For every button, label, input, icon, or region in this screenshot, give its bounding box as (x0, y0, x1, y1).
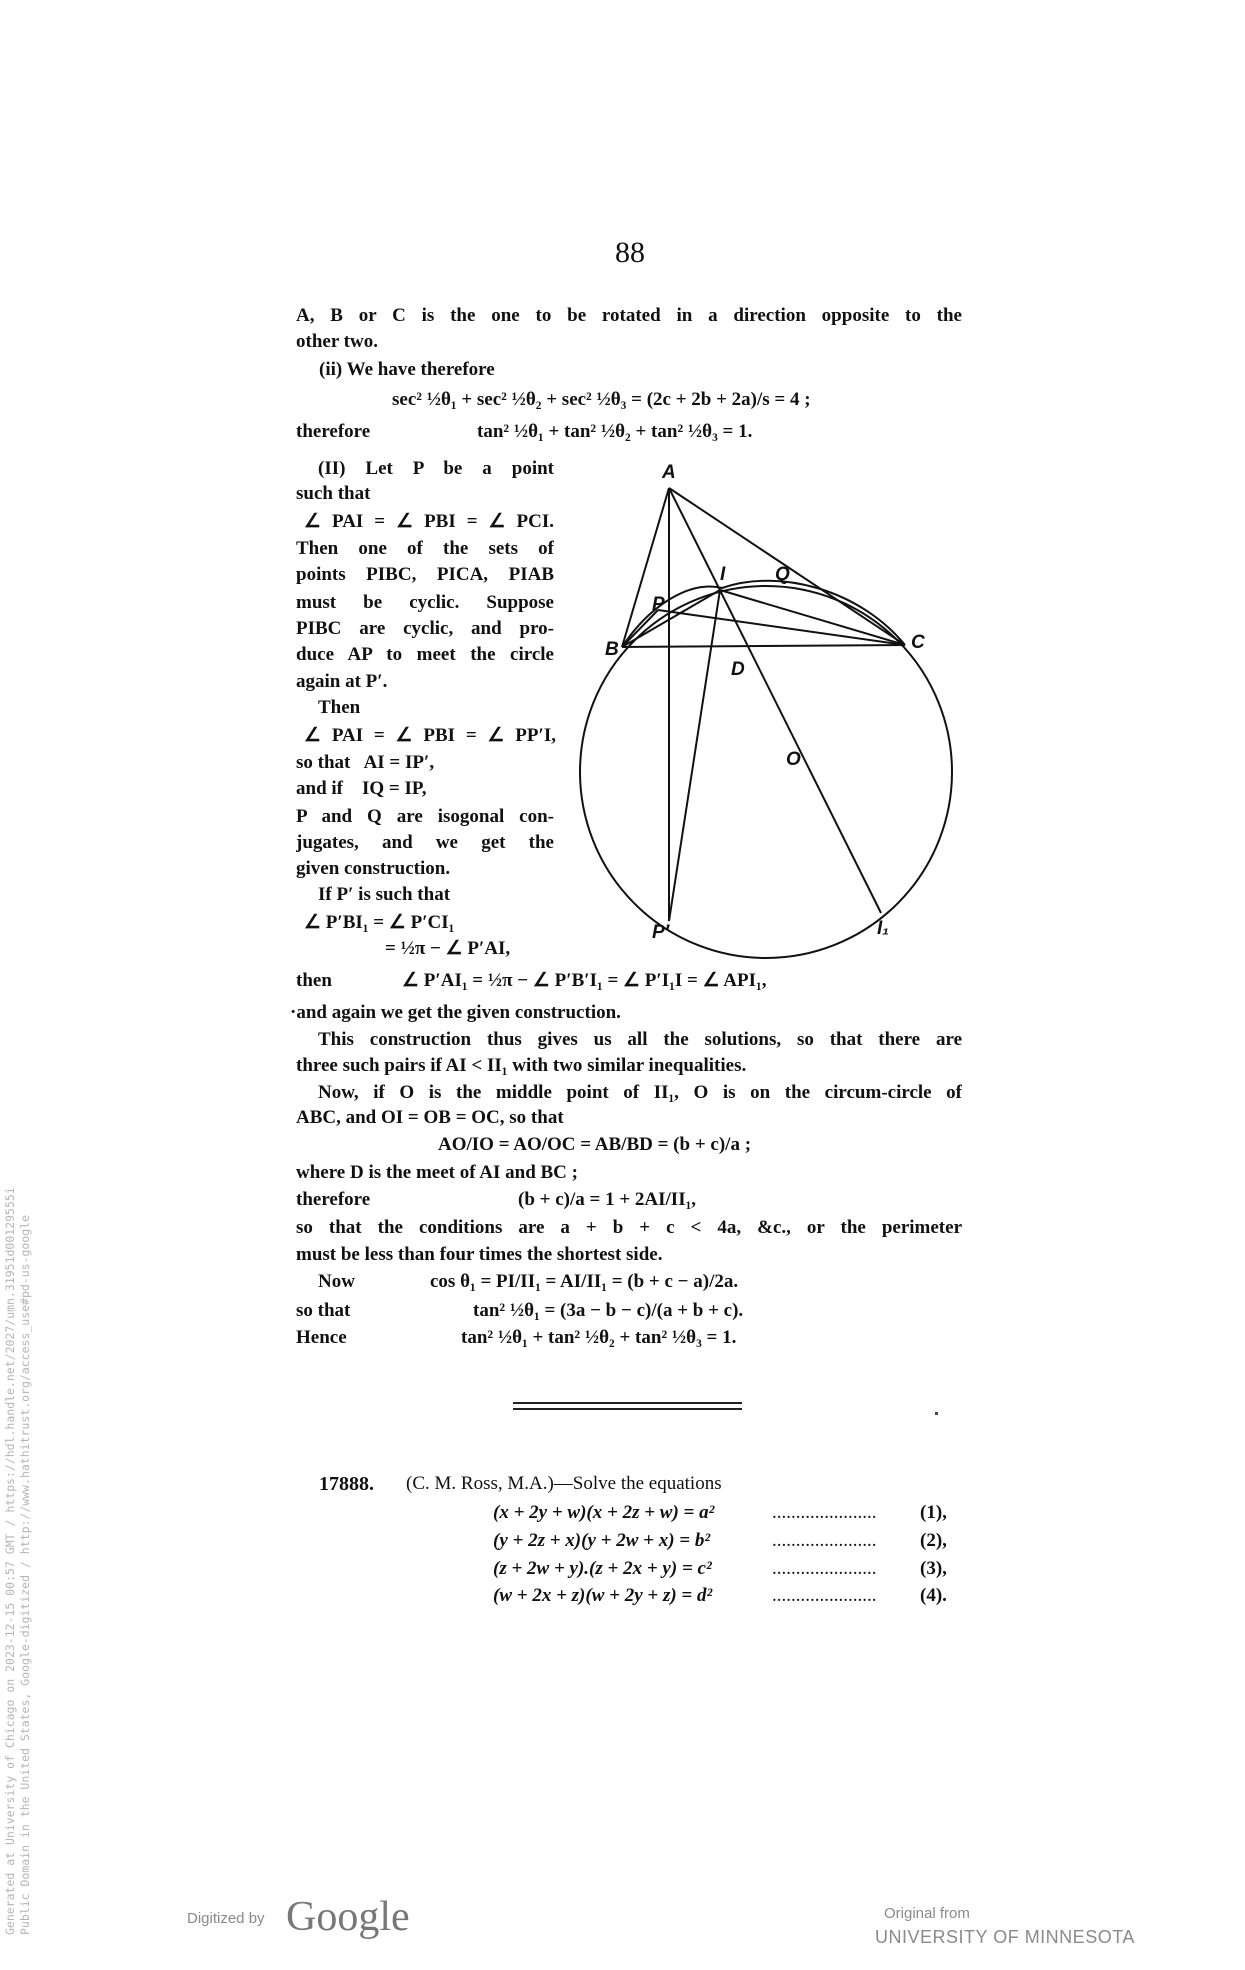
equation-dots: ...................... (772, 1502, 877, 1523)
google-logo: Google (286, 1894, 410, 1940)
line-bc (622, 645, 905, 647)
line-ai1 (669, 488, 881, 913)
text-line: duce AP to meet the circle (296, 644, 554, 665)
text-line: (ii) We have therefore (319, 359, 495, 380)
text-line: Then (318, 697, 361, 718)
text-line: and if IQ = IP, (296, 778, 427, 799)
text-line: ·and again we get the given construction. (290, 1002, 621, 1023)
text-line: ∠ P′BI₁ = ∠ P′CI₁ (304, 912, 455, 933)
equation: tan² ½θ₁ = (3a − b − c)/(a + b + c). (473, 1300, 744, 1321)
text-label: therefore (296, 1189, 371, 1210)
text-line: such that (296, 483, 371, 504)
text-line: (II) Let P be a point (318, 458, 554, 479)
double-rule-top (513, 1402, 742, 1404)
problem-intro: (C. M. Ross, M.A.)—Solve the equations (406, 1473, 722, 1494)
speck (935, 1412, 938, 1415)
text-line: given construction. (296, 858, 451, 879)
text-line: again at P′. (296, 671, 388, 692)
text-line: ∠ PAI = ∠ PBI = ∠ PP′I, (304, 725, 556, 746)
text-line: so that the conditions are a + b + c < 4a, &c., or the perimeter (296, 1217, 962, 1238)
university-label: UNIVERSITY OF MINNESOTA (875, 1927, 1135, 1947)
text-label: so that (296, 1300, 351, 1321)
equation-dots: ...................... (772, 1530, 877, 1551)
label-p-prime: P′ (652, 922, 670, 943)
label-p: P (652, 594, 665, 615)
text-line: must be less than four times the shortest side. (296, 1244, 663, 1265)
original-from-label: Original from (884, 1905, 970, 1922)
text-line: Then one of the sets of (296, 538, 554, 559)
text-line: other two. (296, 331, 378, 352)
line-ip-prime (669, 590, 720, 921)
equation-dots: ...................... (772, 1585, 877, 1606)
label-q: Q (775, 564, 790, 585)
text-line: three such pairs if AI < II₁ with two similar inequalities. (296, 1055, 747, 1076)
double-rule-bottom (513, 1408, 742, 1410)
text-line: ABC, and OI = OB = OC, so that (296, 1107, 564, 1128)
digitized-by-label: Digitized by (187, 1910, 265, 1927)
text-line: jugates, and we get the (296, 832, 554, 853)
text-line: must be cyclic. Suppose (296, 592, 554, 613)
text-label: therefore (296, 421, 371, 442)
equation-dots: ...................... (772, 1558, 877, 1579)
text-line: where D is the meet of AI and BC ; (296, 1162, 578, 1183)
problem-number: 17888. (319, 1473, 374, 1495)
watermark-line-1: Generated at University of Chicago on 2023-12-15 00:57 GMT / https://hdl.handle.net/2027/umn.31951d00129555i (3, 1187, 17, 1935)
text-line: If P′ is such that (318, 884, 451, 905)
equation-ref: (2), (920, 1530, 947, 1551)
equation: (b + c)/a = 1 + 2AI/II₁, (518, 1189, 697, 1210)
equation: cos θ₁ = PI/II₁ = AI/II₁ = (b + c − a)/2a. (430, 1271, 739, 1292)
equation: tan² ½θ₁ + tan² ½θ₂ + tan² ½θ₃ = 1. (477, 421, 753, 442)
text-line: Now, if O is the middle point of II₁, O is on the circum-circle of (318, 1082, 962, 1103)
text-line: = ½π − ∠ P′AI, (385, 938, 511, 959)
text-line: so that AI = IP′, (296, 752, 435, 773)
text-line: A, B or C is the one to be rotated in a direction opposite to the (296, 305, 962, 326)
label-o: O (786, 749, 801, 770)
label-a: A (662, 462, 676, 483)
equation-lhs: (y + 2z + x)(y + 2w + x) = b² (493, 1530, 711, 1551)
text-label: Hence (296, 1327, 347, 1348)
equation: sec² ½θ₁ + sec² ½θ₂ + sec² ½θ₃ = (2c + 2b + 2a)/s = 4 ; (392, 389, 811, 410)
equation: AO/IO = AO/OC = AB/BD = (b + c)/a ; (438, 1134, 752, 1155)
equation-ref: (4). (920, 1585, 947, 1606)
label-i: I (720, 564, 726, 585)
text-label: then (296, 970, 332, 991)
equation-lhs: (z + 2w + y).(z + 2x + y) = c² (493, 1558, 712, 1579)
text-label: Now (318, 1271, 355, 1292)
equation-ref: (3), (920, 1558, 947, 1579)
text-line: ∠ PAI = ∠ PBI = ∠ PCI. (304, 511, 554, 532)
label-d: D (731, 659, 745, 680)
equation-lhs: (w + 2x + z)(w + 2y + z) = d² (493, 1585, 713, 1606)
equation: ∠ P′AI₁ = ½π − ∠ P′B′I₁ = ∠ P′I₁I = ∠ API₁, (402, 970, 767, 991)
equation-lhs: (x + 2y + w)(x + 2z + w) = a² (493, 1502, 715, 1523)
text-line: This construction thus gives us all the solutions, so that there are (318, 1029, 962, 1050)
text-line: P and Q are isogonal con- (296, 806, 554, 827)
text-line: points PIBC, PICA, PIAB (296, 564, 554, 585)
watermark-line-2: Public Domain in the United States, Google-digitized / http://www.hathitrust.org/access_use#pd-us-google (18, 1214, 32, 1935)
label-b: B (605, 639, 619, 660)
label-i1: I₁ (877, 918, 889, 939)
text-line: PIBC are cyclic, and pro- (296, 618, 554, 639)
label-c: C (911, 632, 925, 653)
equation: tan² ½θ₁ + tan² ½θ₂ + tan² ½θ₃ = 1. (461, 1327, 737, 1348)
page-number: 88 (615, 236, 645, 269)
equation-ref: (1), (920, 1502, 947, 1523)
